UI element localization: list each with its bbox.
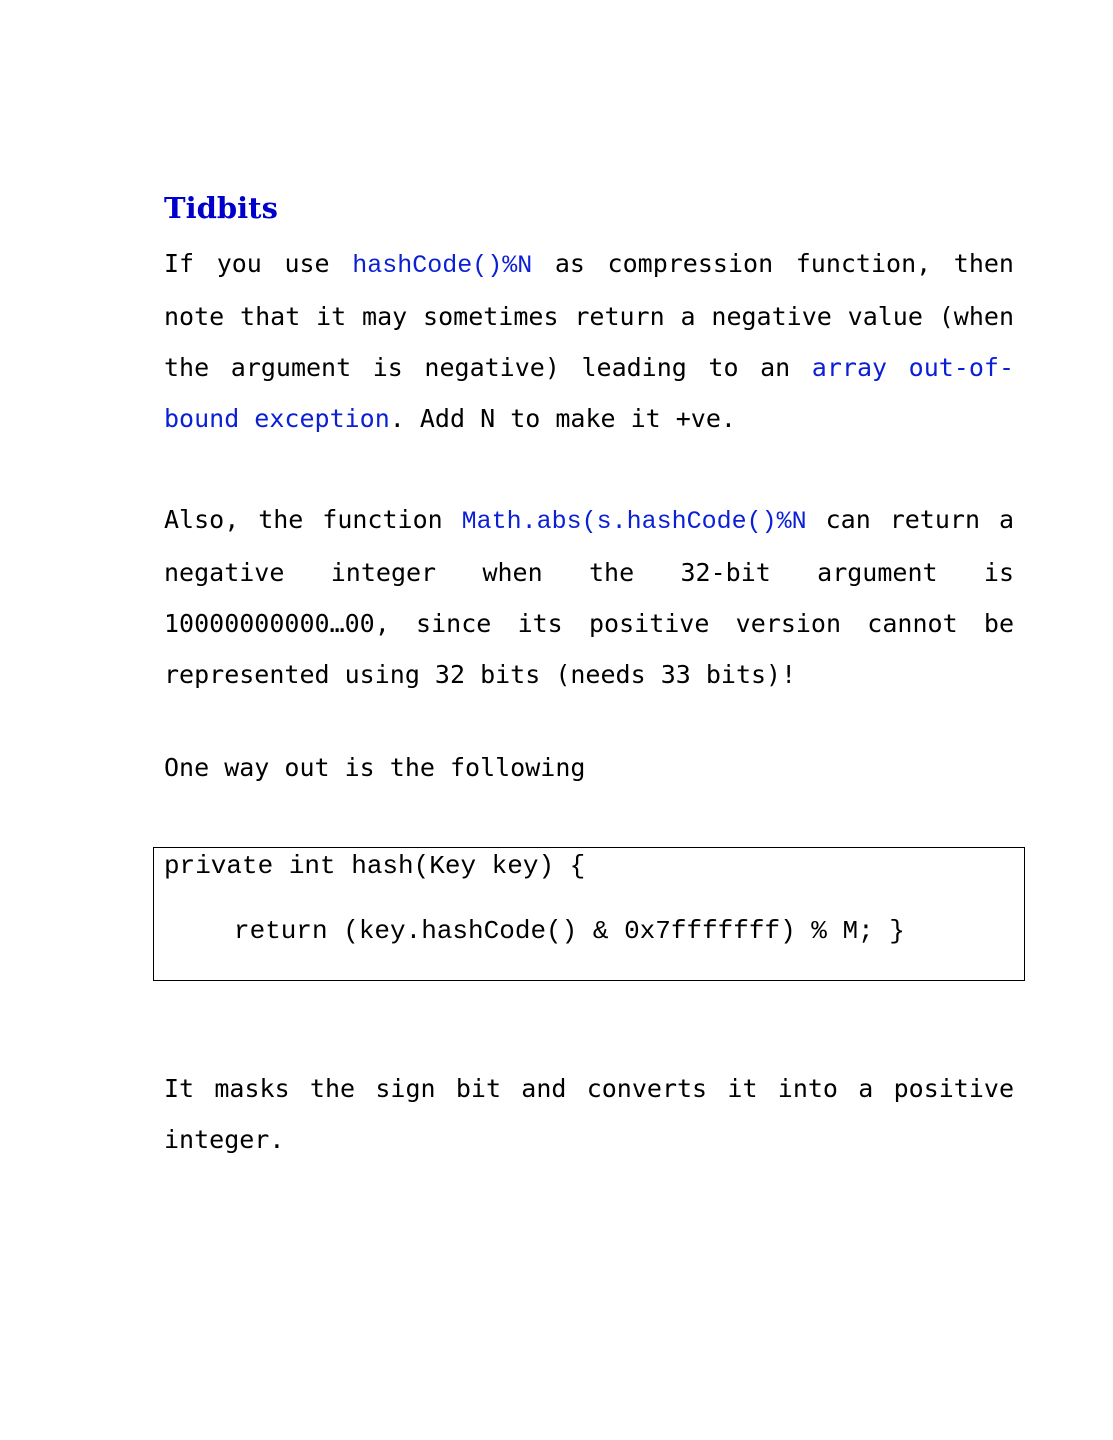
paragraph-1-post: . Add N to make it +ve. — [389, 404, 736, 433]
paragraph-1-pre: If you use — [164, 249, 353, 278]
section-heading: Tidbits — [164, 191, 278, 225]
code-block — [153, 847, 1025, 981]
inline-code-math-abs: Math.abs(s.hashCode()%N — [461, 507, 807, 536]
paragraph-way-out: One way out is the following — [164, 753, 586, 782]
code-line-1: private int hash(Key key) { — [164, 851, 586, 881]
paragraph-math-abs-note — [164, 494, 1014, 700]
paragraph-mask-explanation: It masks the sign bit and converts it into a positive integer. — [164, 1074, 1014, 1154]
paragraph-2-post: can return a negative integer when the 32-bit argument is 10000000000…00, since its positive version cannot be represented using 32 bits (needs 33 bits)! — [164, 505, 1014, 689]
inline-code-hashcode-mod: hashCode()%N — [352, 251, 533, 280]
highlight-exception: array out-of-bound exception — [164, 353, 1014, 433]
paragraph-compression-note — [164, 238, 1014, 444]
paragraph-1-mid: as compression function, then note that it may sometimes return a negative value (when the argument is negative) leading to an — [164, 249, 1014, 382]
paragraph-2-pre: Also, the function — [164, 505, 462, 534]
code-line-2: return (key.hashCode() & 0x7fffffff) % M; } — [234, 916, 905, 946]
